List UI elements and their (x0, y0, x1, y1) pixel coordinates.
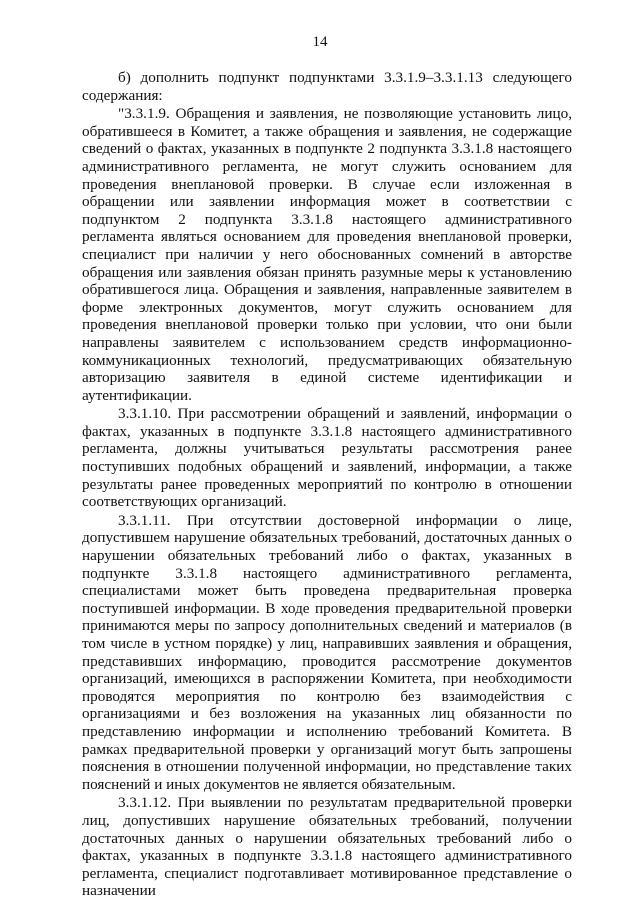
page-number: 14 (312, 34, 328, 50)
paragraph-3-3-1-10: 3.3.1.10. При рассмотрении обращений и заявлений, информации о фактах, указанных в подпункте 3.3.1.8 настоящего административного регламента, должны учитываться результаты рассмотрения ранее поступивших подобных обращений и заявлений, информации, а также результаты ранее проведенных мероприятий по контролю в отношении соответствующих организаций. (82, 405, 572, 511)
document-body (82, 69, 572, 900)
paragraph-3-3-1-12: 3.3.1.12. При выявлении по результатам предварительной проверки лиц, допустивших нарушение обязательных требований, получении достаточных данных о нарушении обязательных требований либо о фактах, указанных в подпункте 3.3.1.8 настоящего административного регламента, специалист подготавливает мотивированное представление о назначении (82, 794, 572, 900)
paragraph-intro: б) дополнить подпункт подпунктами 3.3.1.9–3.3.1.13 следующего содержания: (82, 69, 572, 104)
paragraph-3-3-1-11: 3.3.1.11. При отсутствии достоверной информации о лице, допустившем нарушение обязательных требований, достаточных данных о нарушении обязательных требований либо о фактах, указанных в подпункте 3.3.1.8 настоящего административного регламента, специалистами может быть проведена предварительная проверка поступившей информации. В ходе проведения предварительной проверки принимаются меры по запросу дополнительных сведений и материалов (в том числе в устном порядке) у лиц, направивших заявления и обращения, представивших информацию, проводится рассмотрение документов организаций, имеющихся в распоряжении Комитета, при необходимости проводятся мероприятия по контролю без взаимодействия с организациями и без возложения на указанных лиц обязанности по представлению информации и исполнению требований Комитета. В рамках предварительной проверки у организаций могут быть запрошены пояснения в отношении полученной информации, но представление таких пояснений и иных документов не является обязательным. (82, 511, 572, 793)
paragraph-3-3-1-9: "3.3.1.9. Обращения и заявления, не позволяющие установить лицо, обратившееся в Комитет, а также обращения и заявления, не содержащие сведений о фактах, указанных в подпункте 2 подпункта 3.3.1.8 настоящего административного регламента, не могут служить основанием для проведения внеплановой проверки. В случае если изложенная в обращении или заявлении информация может в соответствии с подпунктом 2 подпункта 3.3.1.8 настоящего административного регламента являться основанием для проведения внеплановой проверки, специалист при наличии у него обоснованных сомнений в авторстве обращения или заявления обязан принять разумные меры к установлению обратившегося лица. Обращения и заявления, направленные заявителем в форме электронных документов, могут служить основанием для проведения внеплановой проверки только при условии, что они были направлены заявителем с использованием средств информационно-коммуникационных технологий, предусматривающих обязательную авторизацию заявителя в единой системе идентификации и аутентификации. (82, 105, 572, 404)
